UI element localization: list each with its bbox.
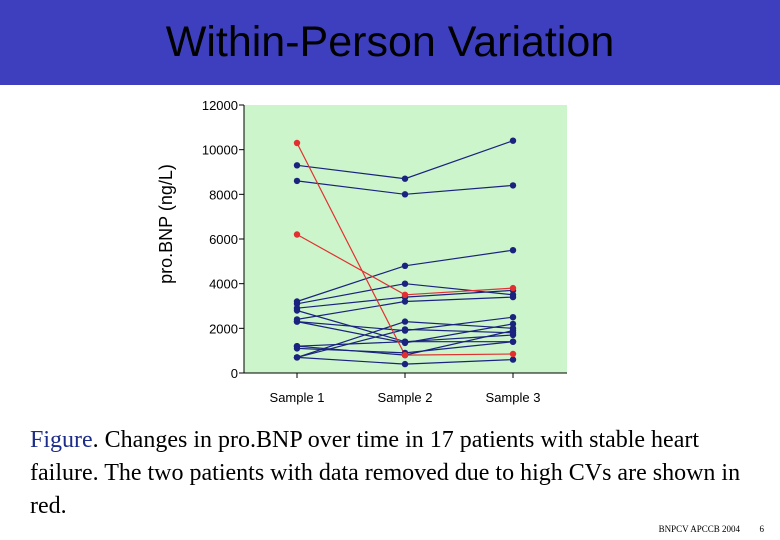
y-axis-label: pro.BNP (ng/L) [156,164,176,284]
data-point [510,314,516,320]
y-tick-label: 0 [230,366,238,381]
removed-data-point [402,352,408,358]
removed-data-point [294,231,300,237]
y-tick-label: 6000 [209,232,238,247]
chart [0,85,780,415]
removed-data-point [510,285,516,291]
y-tick-label: 12000 [201,98,238,113]
y-tick-label: 4000 [209,276,238,292]
data-point [402,361,408,367]
y-tick-label: 10000 [201,142,238,158]
caption-lead: Figure [30,427,93,453]
footer-text: BNPCV APCCB 2004 [658,524,740,534]
data-point [402,318,408,324]
data-point [510,356,516,362]
data-point [402,326,408,332]
x-tick-label: Sample 2 [377,390,433,405]
data-point [402,281,408,287]
data-point [294,162,300,168]
data-point [510,182,516,188]
data-point [510,247,516,253]
data-point [402,176,408,182]
y-tick-label: 8000 [209,187,238,203]
data-point [402,263,408,269]
data-point [510,330,516,336]
page-number: 6 [759,524,764,534]
data-point [294,354,300,360]
removed-data-point [510,351,516,357]
data-point [402,298,408,304]
slide-title: Within-Person Variation [165,18,615,66]
x-tick-label: Sample 3 [485,390,541,405]
data-point [294,318,300,324]
data-point [294,307,300,313]
caption-body: . Changes in pro.BNP over time in 17 patients with stable heart failure. The two patients with data removed due to high CVs are shown in red. [30,427,741,519]
data-point [510,138,516,144]
figure-caption [30,424,750,523]
title-bar [0,0,780,85]
removed-data-point [294,140,300,146]
data-point [510,339,516,345]
data-point [402,191,408,197]
data-point [402,339,408,345]
data-point [294,178,300,184]
x-tick-label: Sample 1 [269,390,325,405]
y-tick-label: 2000 [209,321,238,337]
removed-data-point [402,292,408,298]
data-point [294,345,300,351]
data-point [510,294,516,300]
